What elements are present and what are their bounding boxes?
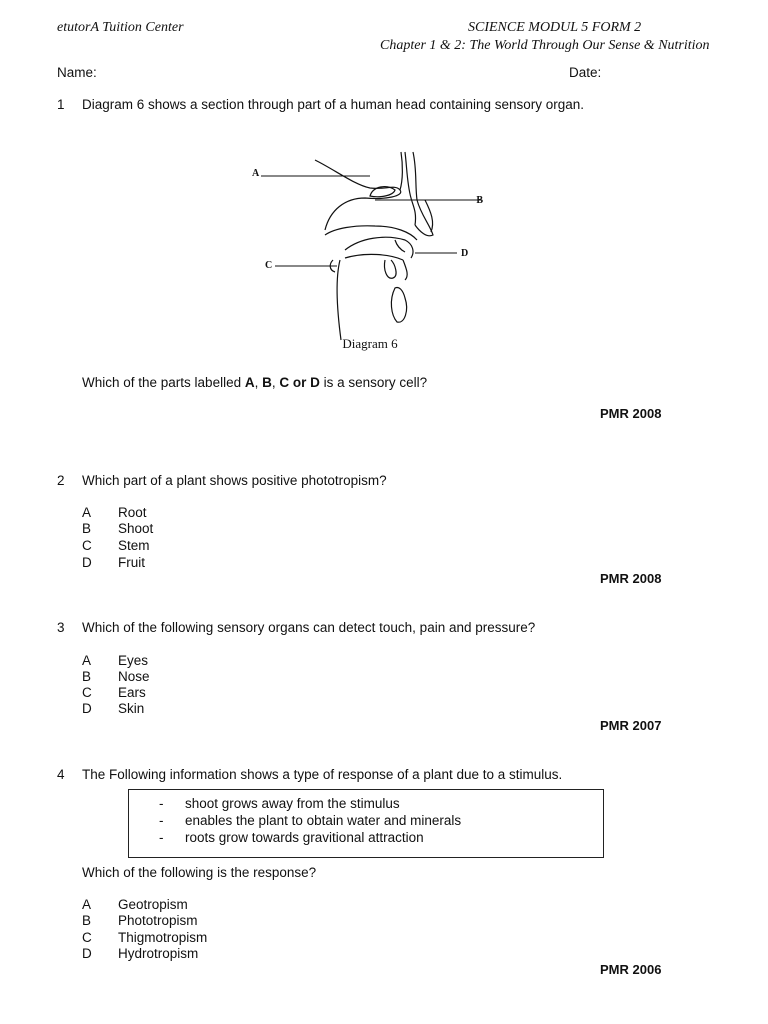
diagram-caption: Diagram 6 [342, 336, 398, 351]
option-b [82, 913, 198, 928]
source-label: PMR 2008 [600, 571, 662, 586]
option-letter: B [82, 913, 92, 928]
date-label: Date: [569, 65, 602, 80]
info-box [128, 789, 604, 858]
option-text: Shoot [118, 521, 154, 536]
diagram-human-head [245, 140, 485, 360]
info-dash: - [159, 813, 164, 828]
question-text: Which part of a plant shows positive phototropism? [82, 473, 387, 488]
option-text: Eyes [118, 653, 149, 668]
option-letter: A [82, 653, 92, 668]
question-number: 2 [57, 473, 65, 488]
option-letter: C [82, 930, 92, 945]
question-number: 3 [57, 620, 65, 635]
option-text: Ears [118, 685, 146, 700]
diagram-label-d: D [461, 248, 469, 259]
option-d [82, 555, 145, 570]
option-letter: A [82, 897, 92, 912]
header-center-name: etutorA Tuition Center [57, 20, 184, 35]
question-text: Diagram 6 shows a section through part of a human head containing sensory organ. [82, 97, 585, 112]
diagram-label-b: B [476, 195, 483, 206]
option-text: Thigmotropism [118, 930, 208, 945]
option-text: Root [118, 505, 147, 520]
diagram-label-a: A [252, 168, 260, 179]
option-a [82, 505, 147, 520]
option-letter: A [82, 505, 92, 520]
option-a [82, 897, 188, 912]
option-d [82, 946, 198, 961]
option-d [82, 701, 144, 716]
prompt-bold-a: A [244, 375, 255, 390]
option-letter: D [82, 946, 92, 961]
question-text: The Following information shows a type of response of a plant due to a stimulus. [82, 767, 563, 782]
option-letter: B [82, 521, 92, 536]
question-prompt: Which of the following is the response? [82, 865, 317, 880]
question-text: Which of the following sensory organs can detect touch, pain and pressure? [82, 620, 536, 635]
option-c [82, 685, 146, 700]
prompt-text: Which of the parts labelled [82, 375, 245, 390]
prompt-text: is a sensory cell? [319, 375, 428, 390]
option-c [82, 930, 207, 945]
option-letter: C [82, 538, 92, 553]
prompt-text: , [254, 375, 263, 390]
option-b [82, 521, 153, 536]
option-text: Skin [118, 701, 145, 716]
info-text: roots grow towards gravitional attraction [185, 830, 424, 845]
option-text: Hydrotropism [118, 946, 199, 961]
name-label: Name: [57, 65, 97, 80]
option-b [82, 669, 150, 684]
option-text: Geotropism [118, 897, 188, 912]
option-letter: B [82, 669, 92, 684]
prompt-text: , [271, 375, 280, 390]
header-chapter-title: Chapter 1 & 2: The World Through Our Sense & Nutrition [380, 38, 710, 53]
info-dash: - [159, 830, 164, 845]
info-line [159, 813, 461, 828]
info-line [159, 830, 424, 845]
header-module-title: SCIENCE MODUL 5 FORM 2 [468, 20, 642, 35]
info-text: shoot grows away from the stimulus [185, 796, 400, 811]
info-dash: - [159, 796, 164, 811]
option-text: Nose [118, 669, 150, 684]
info-line [159, 796, 400, 811]
source-label: PMR 2007 [600, 718, 662, 733]
prompt-bold-cd: C or D [279, 375, 320, 390]
diagram-label-c: C [265, 260, 273, 271]
option-letter: C [82, 685, 92, 700]
option-a [82, 653, 148, 668]
info-text: enables the plant to obtain water and minerals [185, 813, 462, 828]
option-c [82, 538, 150, 553]
option-letter: D [82, 701, 92, 716]
question-prompt [82, 375, 427, 390]
option-text: Fruit [118, 555, 145, 570]
option-letter: D [82, 555, 92, 570]
option-text: Phototropism [118, 913, 198, 928]
option-text: Stem [118, 538, 150, 553]
question-number: 1 [57, 97, 65, 112]
source-label: PMR 2006 [600, 962, 662, 977]
question-number: 4 [57, 767, 65, 782]
prompt-bold-b: B [262, 375, 272, 390]
source-label: PMR 2008 [600, 406, 662, 421]
